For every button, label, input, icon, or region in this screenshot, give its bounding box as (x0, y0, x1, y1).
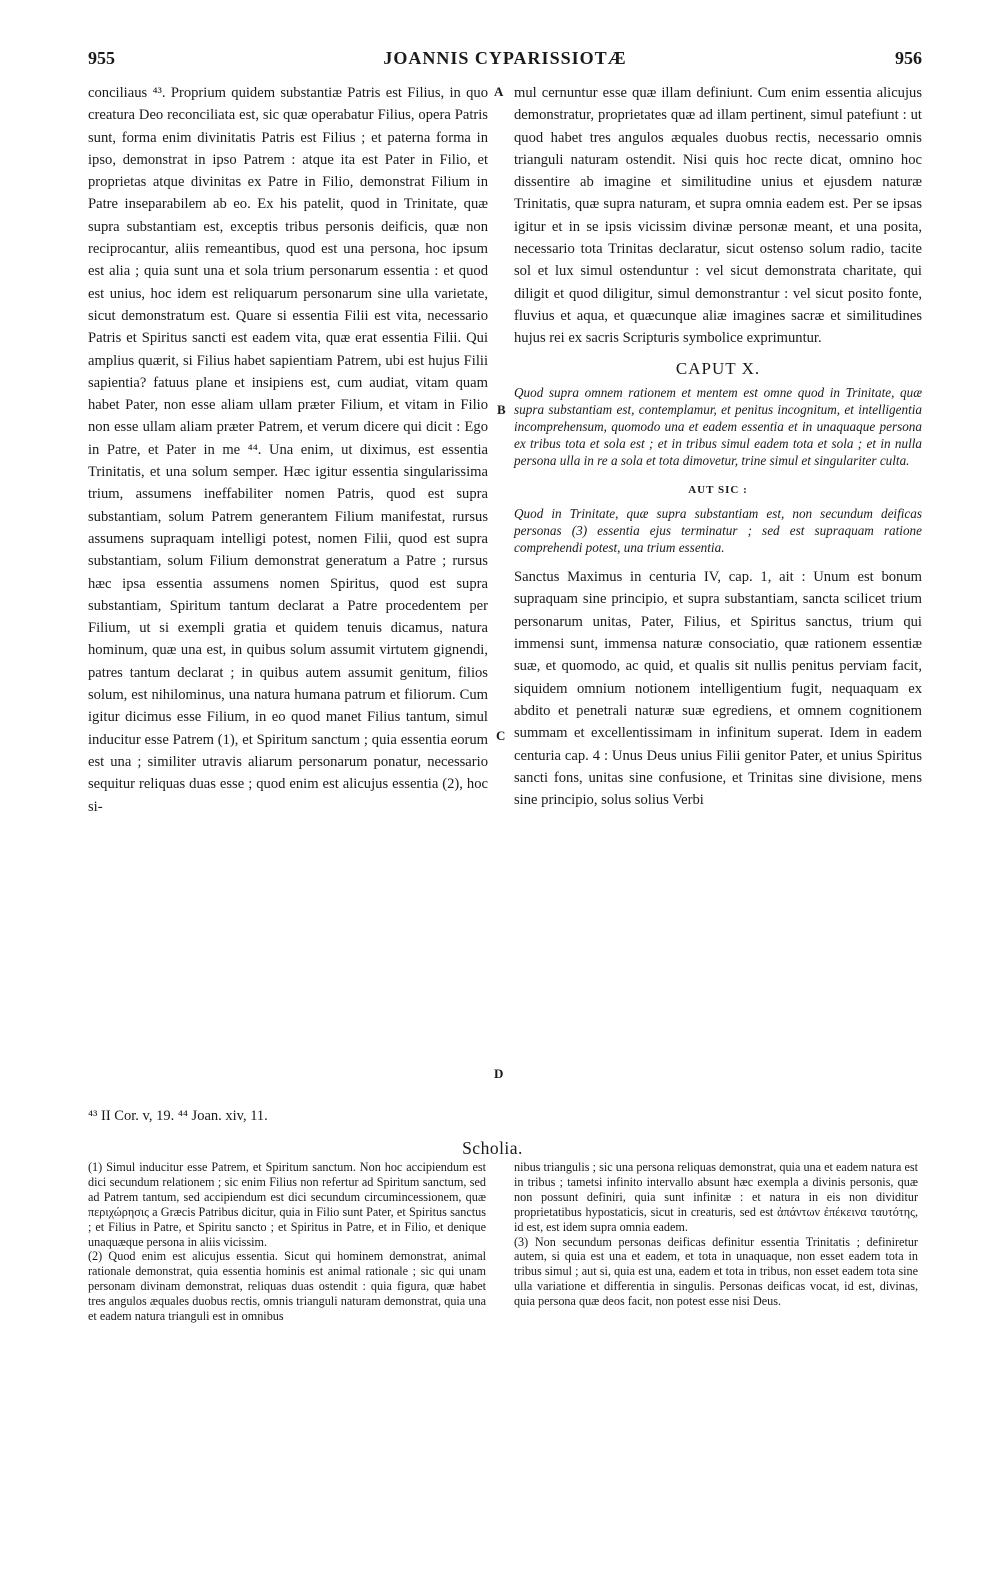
footnotes: ⁴³ II Cor. v, 19. ⁴⁴ Joan. xiv, 11. (88, 1108, 268, 1124)
right-column-paragraph-1: mul cernuntur esse quæ illam definiunt. Cum enim essentia alicujus demonstratur, proprietates quæ ad illam pertinent, simul patefiunt : ut quod habet tres angulos æquales duobus rectis, necessario omnis trianguli naturam ostendit. Nisi quis hoc recte dicat, omnino hoc dissentire ab imagine et similitudine unius et ejusdem naturæ Trinitatis, quæ supra naturam, et supra omnia eadem est. Per se ipsas igitur et in se ipsis vicissim divinæ personæ meant, et una posita, necessario tota Trinitas declaratur, sicut ostenso solum radio, tacite sol et lux simul ostenduntur : vel sicut demonstrata charitate, qui diligit et quod diligitur, simul demonstrantur : vel sicut posito fonte, fluvius et aqua, et quæcunque aliæ imagines sacræ et similitudines hujus rei ex sacris Scripturis symbolice exprimuntur. (514, 85, 922, 347)
right-text-column (514, 82, 922, 811)
left-column-text: conciliaus ⁴³. Proprium quidem substantiæ Patris est Filius, in quo creatura Deo reconciliata est, sic quæ operabatur Filius, opera Patris sunt, forma enim divinitatis Patris est Filius ; et paterna forma in ipso, demonstrat in ipso Patrem : atque ita est Pater in Filio, et proprietas atque divinitas ex Patre in Filio, demonstrat Filium in Patre inseparabilem ab eo. Ex his patelit, quod in Trinitate, quæ supra substantiam est, exceptis tribus personis deificis, quæ non reciprocantur, aliis remeantibus, quod est una persona, hoc ipsum est alia ; quia sunt una et sola trium personarum essentia : et quod est unius, hoc idem est reliquarum personarum sine ulla varietate, sicut demonstratum est. Quare si essentia Filii est vita, necessario Patris et Spiritus sancti est eadem vita, quæ erat essentia Filii. Qui amplius quærit, si Filius habet sapientiam Patrem, ubi est hujus Filii sapientia? fatuus plane et insipiens est, cum audiat, vitam quam habet Pater, non esse aliam ullam præter Filium, et vitam in Filio non esse ullam aliam præter Patrem, et verum dicere qui dicit : Ego in Patre, et Pater in me ⁴⁴. Una enim, ut diximus, est essentia Trinitatis, et una solum semper. Hæc igitur essentia singularissima trium, assumens ineffabiliter nomen Patris, quod est supra substantiam, solum Patrem generantem Filium manifestat, rursus assumens supraquam intelligi potest, nomen Filii, quod est supra substantiam, solum Filium demonstrat generatum a Patre ; rursus hæc ipsa essentia assumens nomen Spiritus, quod est supra substantiam, Spiritum tantum declarat a Patre procedentem per Filium, ut si exempli gratia et quidem tenuis dicamus, natura hominum, quæ una est, in quibus solum assumit virtutem gignendi, patres tantum declarat ; in quibus autem assumit genitum, filios solum, est nihilominus, una natura humana patrum et filiorum. Cum igitur dicimus esse Filium, in eo quod manet Filius tantum, simul inducitur esse Patrem (1), et Spiritum sanctum ; quia essentia eorum est una ; similiter utravis aliarum personarum ponatur, necessario sequitur reliquas duas esse ; quod enim est alicujus essentia (2), hoc si- (88, 85, 488, 815)
right-column-paragraph-2: Sanctus Maximus in centuria IV, cap. 1, ait : Unum est bonum supraquam sine principio, et supra substantiam, sancta scilicet trium personarum unitas, Pater, Filius, et Spiritus sanctus, trium qui immensi sunt, immensa naturæ consociatio, quæ rationem essentiæ suæ, et quomodo, ac quid, et qualis sit nullis penitus perviam facit, siquidem omnium notionem intelligentium fugit, nequaquam ex abdito et penetrali naturæ suæ egrediens, et omnem cognitionem summam et excellentissimam in infinitum superat. Idem in eadem centuria cap. 4 : Unus Deus unius Filii genitor Pater, et unius Spiritus sancti fons, unitas sine confusione, et Trinitas sine divisione, mens sine principio, solus solius Verbi (514, 569, 922, 809)
chapter-heading: CAPUT X. (675, 358, 761, 378)
left-text-column (88, 82, 488, 818)
chapter-summary-2: Quod in Trinitate, quæ supra substantiam est, non secundum deificas personas (3) essentia ejus terminatur ; sed est supraquam ratione comprehendi potest, una trium essentia. (514, 506, 922, 556)
scholia-right-column (514, 1160, 918, 1309)
margin-marker-d: D (494, 1066, 504, 1081)
scholion-1: (1) Simul inducitur esse Patrem, et Spiritum sanctum. Non hoc accipiendum est dici secundum relationem ; sic enim Filius non refertur ad Spiritum sanctum, sed ad Patrem tantum, sed accipiendum est dici secundum circumincessionem, quæ περιχώρησις a Græcis Patribus dicitur, quia in Filio sunt Pater, et Spiritus sanctus ; et Filius in Patre, et Spiritu sancto ; et Spiritus in Patre, et in Filio, et denique unaquæque persona in aliis vicissim. (88, 1160, 486, 1249)
chapter-summary-1: Quod supra omnem rationem et mentem est omne quod in Trinitate, quæ supra substantiam est, contemplamur, et penitus incognitum, et intelligentia incomprehensum, quomodo una et eadem essentia et in unaquaque persona ex tribus tota et sola est ; et in tribus simul eadem tota et sola ; et in nulla persona ulla in re a sola et tota dimovetur, trine simul et singulariter culta. (514, 384, 922, 468)
margin-marker-a: A (494, 84, 504, 99)
scholia-title: Scholia. (462, 1138, 523, 1158)
scholion-2-continued: nibus triangulis ; sic una persona reliquas demonstrat, quia una et eadem natura est in tribus ; tametsi infinito intervallo absunt hæc exempla a divinis personis, quæ non possunt definiri, quia sunt infinitæ : et natura in eis non dividitur proprietatibus hypostaticis, sicut in creaturis, sed est ἀπάντων ἐπέκεινα ταυτότης, id est, est idem supra omnia eadem. (514, 1160, 918, 1234)
running-header (88, 48, 922, 74)
aut-sic-heading: AUT SIC : (688, 483, 748, 496)
page-number-left: 955 (88, 48, 115, 68)
scholion-2: (2) Quod enim est alicujus essentia. Sicut qui hominem demonstrat, animal rationale demonstrat, quia essentia hominis est animal rationale ; sic qui unam personam divinam demonstrat, reliquas duas ostendit : quia figura, quæ habet tres angulos æquales duobus rectis, omnis trianguli naturam demonstrat, quia una et eadem natura trianguli est in omnibus (88, 1249, 486, 1324)
margin-marker-c: C (496, 728, 506, 743)
spacer (514, 556, 922, 566)
page-number-right: 956 (895, 48, 922, 68)
scholion-3: (3) Non secundum personas deificas definitur essentia Trinitatis ; definiretur autem, si quia est una et eadem, et tota in unaquaque, non esset eadem tota in tribus simul ; aut si, quia est una, eadem et tota in tribus, non esset eadem tota sine ulla variatione et differentia in singulis. Personas deificas vocat, id est, divinas, quia persona quæ deos facit, non potest esse nisi Deus. (514, 1234, 918, 1309)
scholia-left-column (88, 1160, 486, 1324)
running-title: JOANNIS CYPARISSIOTÆ (383, 48, 627, 68)
margin-marker-b: B (497, 402, 506, 417)
